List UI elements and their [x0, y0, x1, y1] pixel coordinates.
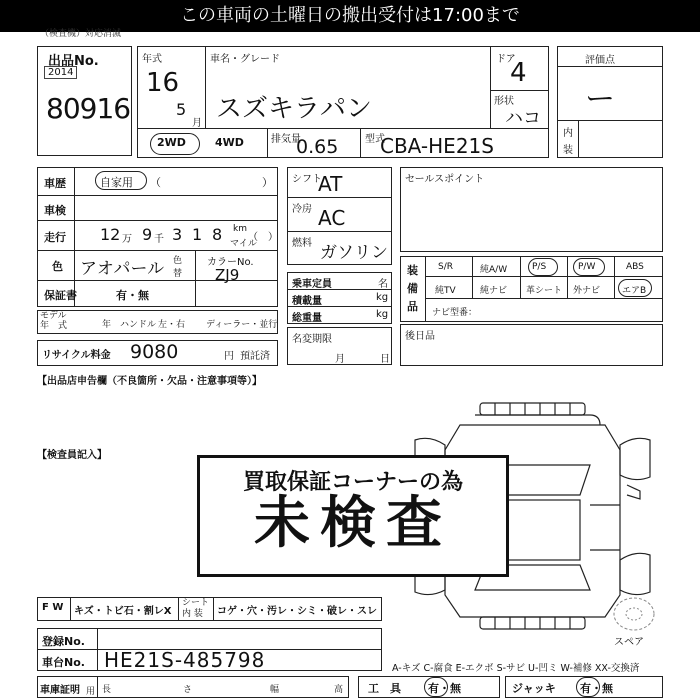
name-change-day: 日 — [380, 354, 390, 365]
mileage-man: 12 — [100, 225, 121, 244]
fw-sheet-1: シート — [182, 598, 210, 608]
car-name-value: スズキラパン — [216, 94, 373, 124]
mileage-label: 走行 — [44, 231, 66, 244]
lot-number: 80916 — [46, 92, 131, 125]
model-row-label-1: モデル — [40, 311, 67, 321]
mileage-sen-unit: 千 — [154, 234, 164, 245]
equip-sr: S/R — [438, 262, 453, 272]
garage-cert-box — [37, 676, 349, 698]
load-unit: kg — [376, 292, 389, 303]
displacement-value: 0.65 — [296, 136, 339, 158]
shift-label: シフト — [292, 174, 322, 185]
car-name-label: 車名・グレード — [210, 54, 280, 65]
spare-tire-icon — [612, 596, 656, 632]
tools-label: 工 具 — [368, 682, 401, 695]
jack-label: ジャッキ — [512, 682, 556, 695]
history-label: 車歴 — [44, 177, 66, 190]
warranty-label: 保証書 — [44, 289, 77, 302]
recycle-label: リサイクル料金 — [42, 350, 111, 361]
score-value: ー — [585, 82, 615, 117]
stamp-line1: 買取保証コーナーの為 — [242, 470, 463, 495]
aircon-label: 冷房 — [292, 204, 312, 215]
aircon-value: AC — [318, 206, 346, 230]
garage-cert-length: 長 — [102, 685, 112, 695]
color-label: 色 — [52, 260, 63, 273]
warranty-option: 有・無 — [116, 289, 149, 302]
damage-legend: A-キズ C-腐食 E-エクボ S-サビ U-凹ミ W-補修 XX-交換済 — [392, 663, 640, 674]
mileage-unit-mile: マイル — [230, 239, 257, 249]
model-row-label-2: 年 式 — [40, 321, 68, 331]
jack-option: 有・無 — [580, 682, 613, 695]
equip-pw: P/W — [578, 262, 596, 272]
capacity-unit: 名 — [378, 279, 388, 290]
model-row-lr: 左・右 — [158, 320, 186, 330]
tools-option: 有・無 — [428, 682, 461, 695]
banner: この車両の土曜日の搬出受付は17:00まで — [0, 0, 700, 32]
drive-2wd: 2WD — [157, 136, 186, 149]
equip-abs: ABS — [626, 262, 644, 272]
mileage-hyaku: 3 — [172, 225, 183, 244]
color-change-label-1: 色 — [173, 256, 183, 266]
model-year-label: 年式 — [142, 54, 162, 65]
lot-label: 出品No. — [48, 54, 99, 69]
fuel-value: ガソリン — [320, 243, 388, 263]
equip-ext-navi: 外ナビ — [573, 286, 601, 296]
doors-label: ドア — [496, 54, 516, 65]
inspector-label: 【検査員記入】 — [37, 450, 107, 461]
mileage-unit-km: km — [233, 224, 247, 234]
shape-value: ハコ — [505, 108, 541, 129]
load-label: 積載量 — [292, 296, 322, 307]
seller-notes-label: 【出品店申告欄（不良箇所・欠品・注意事項等）】 — [37, 376, 262, 387]
garage-cert-sa: さ — [183, 685, 193, 695]
header-note: （検査機）対応消滅 — [40, 29, 122, 39]
doors-value: 4 — [510, 58, 527, 88]
history-close-paren: ） — [262, 176, 273, 189]
equip-navi-model: ナビ型番： — [432, 308, 478, 318]
shift-value: AT — [318, 172, 343, 196]
model-row-handle: ハンドル — [120, 320, 157, 330]
garage-cert-label: 車庫証明 — [40, 685, 80, 696]
equip-leather: 革シート — [526, 286, 563, 296]
model-code-value: CBA-HE21S — [380, 134, 494, 158]
inspection-label: 車検 — [44, 204, 66, 217]
spare-label: スペア — [614, 637, 644, 648]
mileage-paren: （ ） — [248, 232, 278, 243]
model-year-value: 16 — [146, 68, 180, 98]
model-month-value: 5 — [176, 100, 187, 119]
registration-label: 登録No. — [42, 635, 85, 648]
later-install-label: 後日品 — [405, 331, 435, 342]
recycle-value: 9080 — [130, 341, 179, 363]
garage-cert-width: 幅 — [270, 685, 280, 695]
history-open-paren: （ — [150, 176, 161, 189]
equipment-label-1: 装 — [407, 264, 418, 277]
garage-cert-height: 高 — [334, 685, 344, 695]
history-value: 自家用 — [100, 176, 133, 189]
chassis-value: HE21S-485798 — [104, 648, 266, 672]
shape-label: 形状 — [494, 96, 514, 107]
displacement-label: 排気量 — [271, 134, 301, 145]
fw-scratches: キズ・トビ石・割レX — [74, 606, 172, 617]
model-code-label: 型式 — [365, 134, 385, 145]
capacity-label: 乗車定員 — [292, 279, 332, 290]
fw-sheet-2: 内 装 — [182, 609, 203, 619]
color-change-label-2: 替 — [173, 269, 183, 279]
color-value: アオパール — [80, 259, 165, 279]
mileage-sen: 9 — [142, 225, 153, 244]
interior-label-2: 装 — [563, 145, 573, 156]
equip-alloy: 純A/W — [480, 265, 508, 275]
equipment-label-3: 品 — [407, 300, 418, 313]
equipment-label-2: 備 — [407, 282, 418, 295]
equip-navi: 純ナビ — [480, 286, 508, 296]
fuel-label: 燃料 — [292, 238, 312, 249]
model-row-dealer: ディーラー・並行 — [206, 320, 278, 330]
later-install-box — [400, 324, 663, 366]
gross-label: 総重量 — [292, 313, 322, 324]
color-code-value: ZJ9 — [215, 266, 240, 284]
mileage-ichi: 8 — [212, 225, 223, 244]
chassis-label: 車台No. — [42, 656, 85, 669]
equip-ps: P/S — [532, 262, 547, 272]
mileage-ju: 1 — [192, 225, 203, 244]
recycle-deposit: 預託済 — [240, 351, 270, 362]
sales-point-label: セールスポイント — [405, 174, 485, 185]
name-change-month: 月 — [335, 354, 345, 365]
name-change-label: 名変期限 — [292, 334, 332, 345]
equip-tv: 純TV — [435, 286, 456, 296]
score-label: 評価点 — [585, 55, 615, 66]
fw-label: F W — [42, 602, 64, 613]
stamp-line2: 未検査 — [254, 491, 452, 556]
drive-4wd: 4WD — [215, 136, 244, 149]
model-month-unit: 月 — [192, 118, 202, 129]
recycle-unit: 円 — [224, 351, 234, 362]
lot-year: 2014 — [44, 66, 77, 79]
color-code-label: カラーNo. — [207, 257, 254, 268]
model-row-year: 年 — [102, 320, 112, 330]
garage-cert-label-small: 用 — [86, 687, 96, 697]
mileage-man-unit: 万 — [122, 234, 132, 245]
fw-defects: コゲ・穴・汚レ・シミ・破レ・スレ — [217, 606, 377, 617]
gross-unit: kg — [376, 309, 389, 320]
interior-label-1: 内 — [563, 128, 573, 139]
equip-airbag: エアB — [622, 286, 647, 296]
